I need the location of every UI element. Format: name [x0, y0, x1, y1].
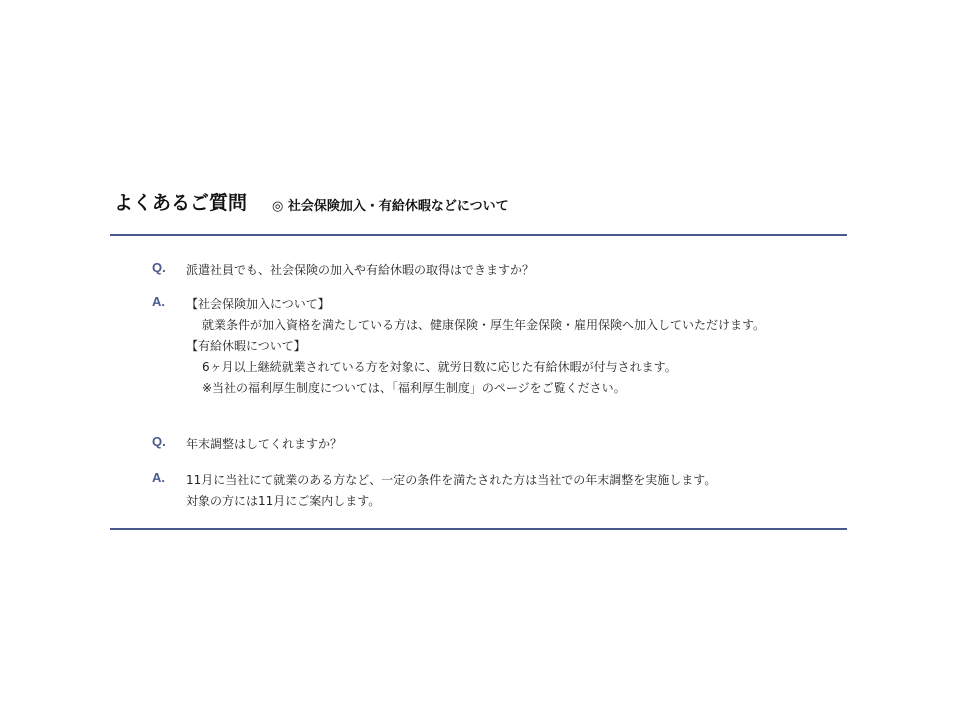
q-marker: Q. — [152, 260, 166, 275]
answer-text: 対象の方には11月にご案内します。 — [186, 494, 381, 508]
q-marker: Q. — [152, 434, 166, 449]
answer-text: 就業条件が加入資格を満たしている方は、健康保険・厚生年金保険・雇用保険へ加入していただけます。 — [202, 318, 766, 332]
question-text: 年末調整はしてくれますか？ — [186, 437, 343, 451]
answer-text: 11月に当社にて就業のある方など、一定の条件を満たされた方は当社での年末調整を実施します。 — [186, 473, 717, 487]
a-marker: A. — [152, 470, 165, 485]
answer-text: 6ヶ月以上継続就業されている方を対象に、就労日数に応じた有給休暇が付与されます。 — [202, 360, 677, 374]
answer-note: ※当社の福利厚生制度については、「福利厚生制度」のページをご覧ください。 — [202, 381, 626, 395]
answer-heading: 【社会保険加入について】 — [186, 297, 330, 311]
top-divider — [110, 234, 847, 236]
a-marker: A. — [152, 294, 165, 309]
question-text: 派遣社員でも、社会保険の加入や有給休暇の取得はできますか？ — [186, 263, 535, 277]
section-subtitle: ◎ 社会保険加入・有給休暇などについて — [272, 199, 509, 214]
bottom-divider — [110, 528, 847, 530]
answer-heading: 【有給休暇について】 — [186, 339, 306, 353]
page-title: よくあるご質問 — [114, 192, 248, 214]
